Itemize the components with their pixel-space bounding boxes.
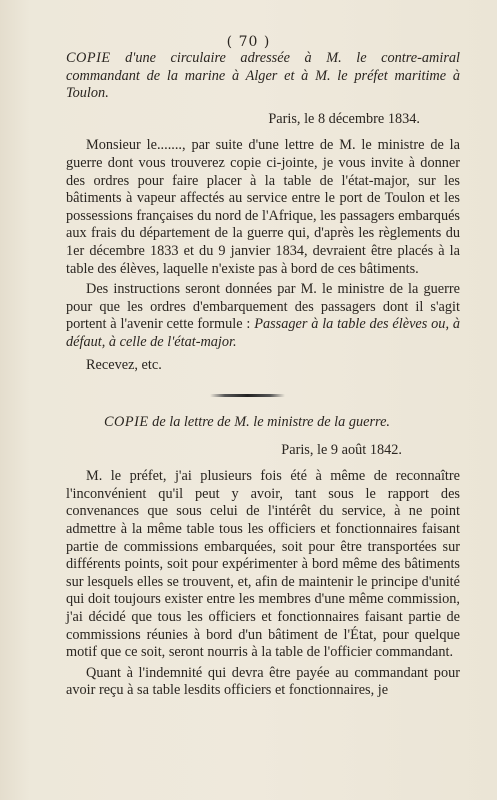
letter-1-paragraph-2 bbox=[66, 281, 460, 351]
letter-2-date: Paris, le 9 août 1842. bbox=[281, 441, 402, 458]
letter-2-heading bbox=[66, 414, 460, 432]
letter-2-paragraph-2: Quant à l'indemnité qui devra être payée au commandant pour avoir reçu à sa table lesdits officiers et fonctionnaires, je bbox=[66, 664, 460, 699]
letter-2-heading-lead: COPIE bbox=[104, 414, 149, 430]
letter-1 bbox=[66, 50, 460, 374]
letter-1-heading-text: d'une circulaire adressée à M. le contre-amiral commandant de la marine à Alger et à M. le préfet maritime à Toulon. bbox=[66, 50, 460, 102]
letter-1-paragraph-2-text: Des instructions seront données par M. le ministre de la guerre pour que les ordres d'embarquement des passagers dont il s'agit portent à l'avenir cette formule : bbox=[66, 281, 460, 333]
letter-2-heading-text: de la lettre de M. le ministre de la guerre. bbox=[148, 414, 390, 430]
letter-1-paragraph-2-formula: Passager à la table des élèves ou, à défaut, à celle de l'état-major. bbox=[66, 316, 460, 350]
section-divider bbox=[210, 394, 285, 397]
letter-2-paragraph-1: M. le préfet, j'ai plusieurs fois été à même de reconnaître l'inconvénient qu'il peut y avoir, tant sous le rapport des convenances que sous celui de l'intérêt du service, à ne point admettre à la même table tous les officiers et fonctionnaires faisant partie de commissions embarquées, soit pour être transportées sur différents points, soit pour expérimenter à bord même des bâtiments sur lesquels elles se trouvent, et, afin de maintenir le principe d'unité qui doit toujours exister entre les membres d'une même commission, j'ai décidé que tous les officiers et fonctionnaires faisant partie de commissions réunies à bord d'un bâtiment de l'État, pour quelque motif que ce soit, seront nourris à la table de l'officier commandant. bbox=[66, 468, 460, 661]
letter-1-date: Paris, le 8 décembre 1834. bbox=[268, 110, 420, 127]
letter-1-heading-lead: COPIE bbox=[66, 50, 111, 66]
letter-1-heading bbox=[66, 50, 460, 103]
page-number: ( 70 ) bbox=[226, 34, 271, 50]
letter-2 bbox=[66, 414, 460, 700]
letter-1-paragraph-1: Monsieur le......., par suite d'une lettre de M. le ministre de la guerre dont vous trouverez copie ci-jointe, je vous invite à donner des ordres pour faire placer à la table de l'état-major, sur les bâtiments à vapeur affectés au service entre le port de Toulon et les possessions françaises du nord de l'Afrique, les passagers embarqués aux frais du département de la guerre qui, d'après les règlements du 1er décembre 1833 et du 9 janvier 1834, devraient être placés à la table des élèves, laquelle n'existe pas à bord de ces bâtiments. bbox=[66, 137, 460, 277]
letter-1-closing: Recevez, etc. bbox=[86, 356, 162, 373]
